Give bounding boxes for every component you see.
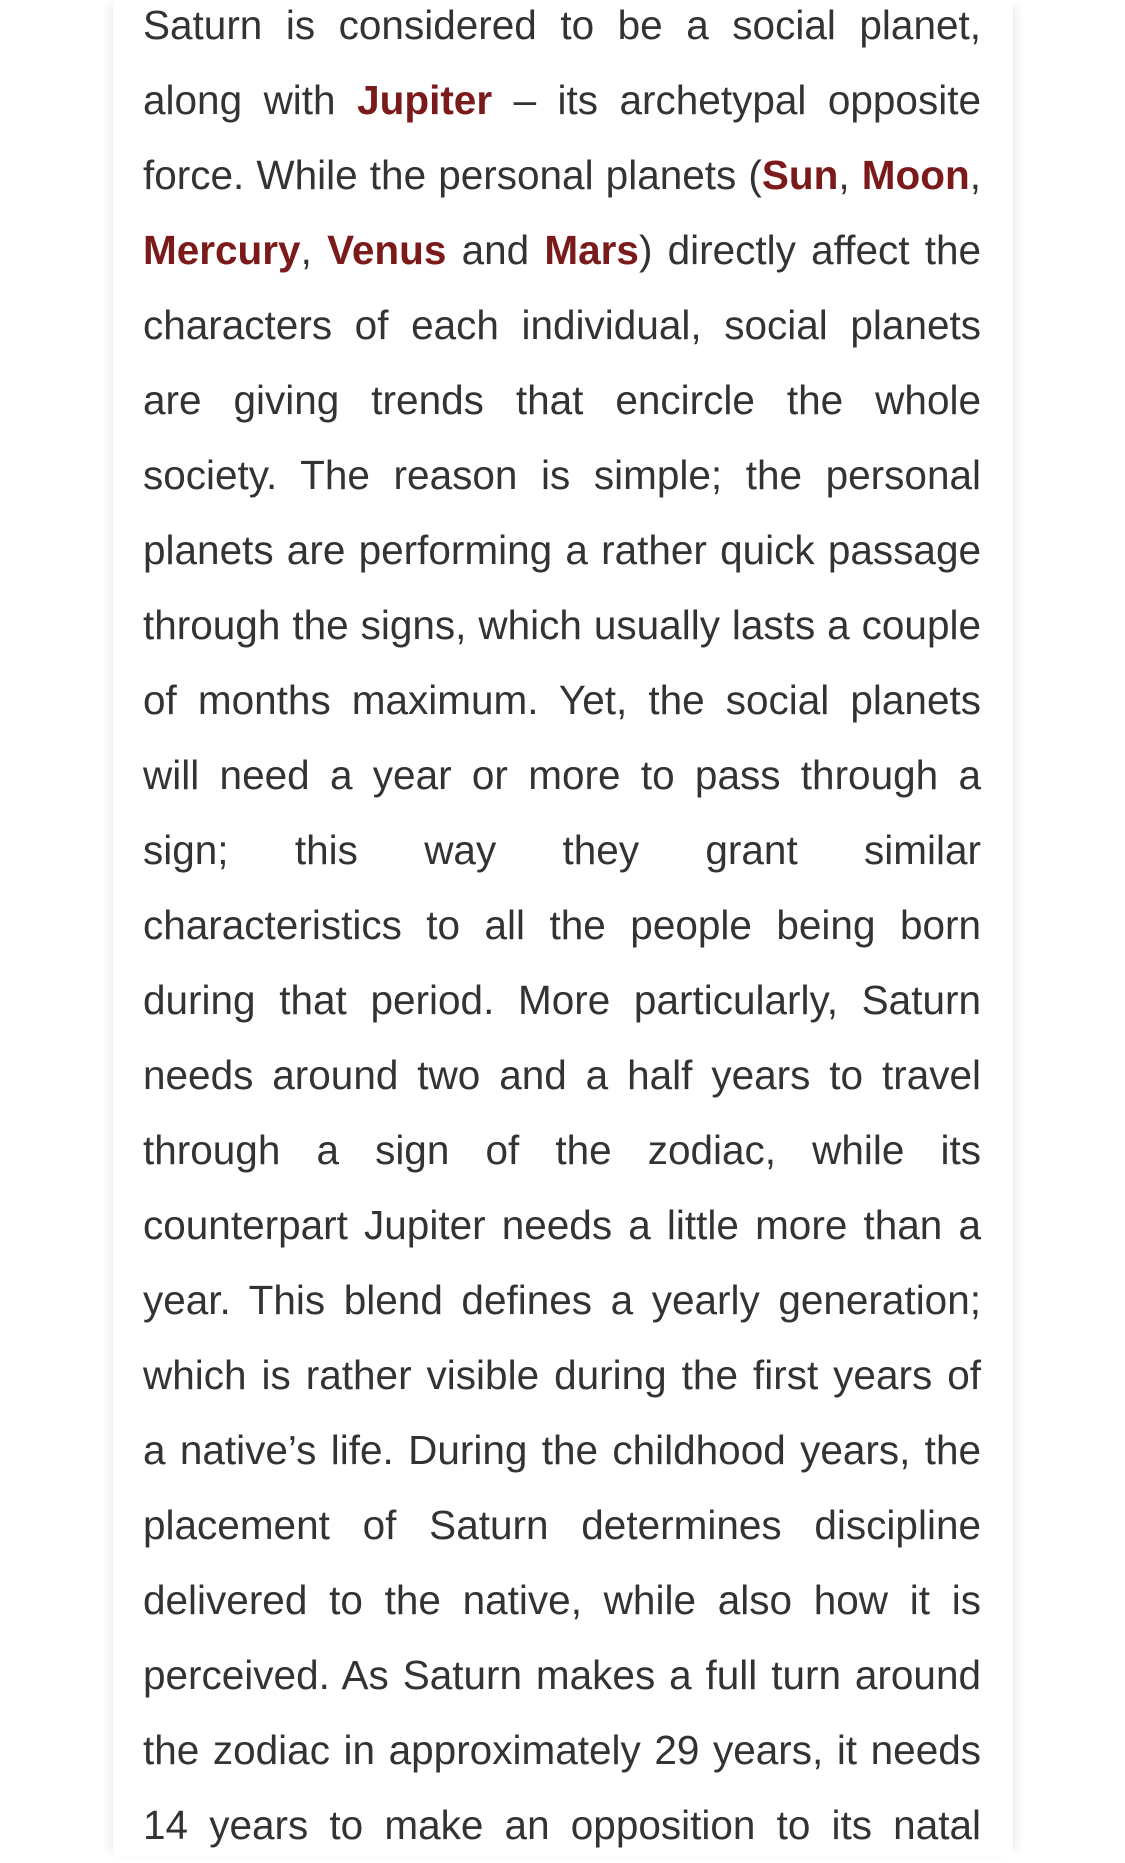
article-line: perceived. As Saturn makes a full turn around (143, 1652, 981, 1698)
article-line: sign; this way they grant similar (143, 827, 981, 873)
article-body (143, 0, 981, 1863)
article-line: planets are performing a rather quick passage (143, 527, 981, 573)
text-segment: – its archetypal opposite (513, 77, 981, 123)
article-line: delivered to the native, while also how it is (143, 1577, 981, 1623)
article-line (143, 138, 981, 213)
article-line: which is rather visible during the first years of (143, 1352, 981, 1398)
link-sun[interactable]: Sun (761, 152, 839, 198)
link-mercury[interactable]: Mercury (143, 227, 301, 273)
article-line: the zodiac in approximately 29 years, it needs (143, 1727, 981, 1773)
article-line: of months maximum. Yet, the social planets (143, 677, 981, 723)
article-line: society. The reason is simple; the personal (143, 452, 981, 498)
article-line (143, 213, 981, 288)
article-line: counterpart Jupiter needs a little more than a (143, 1202, 981, 1248)
link-mars[interactable]: Mars (544, 227, 639, 273)
article-line: needs around two and a half years to travel (143, 1052, 981, 1098)
text-segment: along with (143, 77, 336, 123)
link-venus[interactable]: Venus (327, 227, 447, 273)
article-line: Saturn is considered to be a social planet, (143, 2, 981, 48)
article-line (143, 63, 981, 138)
article-line: characters of each individual, social planets (143, 302, 981, 348)
article-line: placement of Saturn determines discipline (143, 1502, 981, 1548)
text-segment: , (969, 152, 981, 198)
article-line: through a sign of the zodiac, while its (143, 1127, 981, 1173)
article-line: characteristics to all the people being born (143, 902, 981, 948)
article-line: are giving trends that encircle the whole (143, 377, 981, 423)
article-line: during that period. More particularly, Saturn (143, 977, 981, 1023)
text-segment: , (300, 227, 328, 273)
text-segment: , (838, 152, 862, 198)
article-line: year. This blend defines a yearly generation; (143, 1277, 981, 1323)
text-segment: force. While the personal planets ( (143, 152, 762, 198)
text-segment: ) directly affect the (638, 227, 981, 273)
link-moon[interactable]: Moon (861, 152, 970, 198)
text-segment: and (446, 227, 545, 273)
article-line: through the signs, which usually lasts a couple (143, 602, 981, 648)
article-line: a native’s life. During the childhood years, the (143, 1427, 981, 1473)
article-line: will need a year or more to pass through a (143, 752, 981, 798)
link-jupiter[interactable]: Jupiter (357, 77, 493, 123)
article-line: 14 years to make an opposition to its natal (143, 1802, 981, 1848)
